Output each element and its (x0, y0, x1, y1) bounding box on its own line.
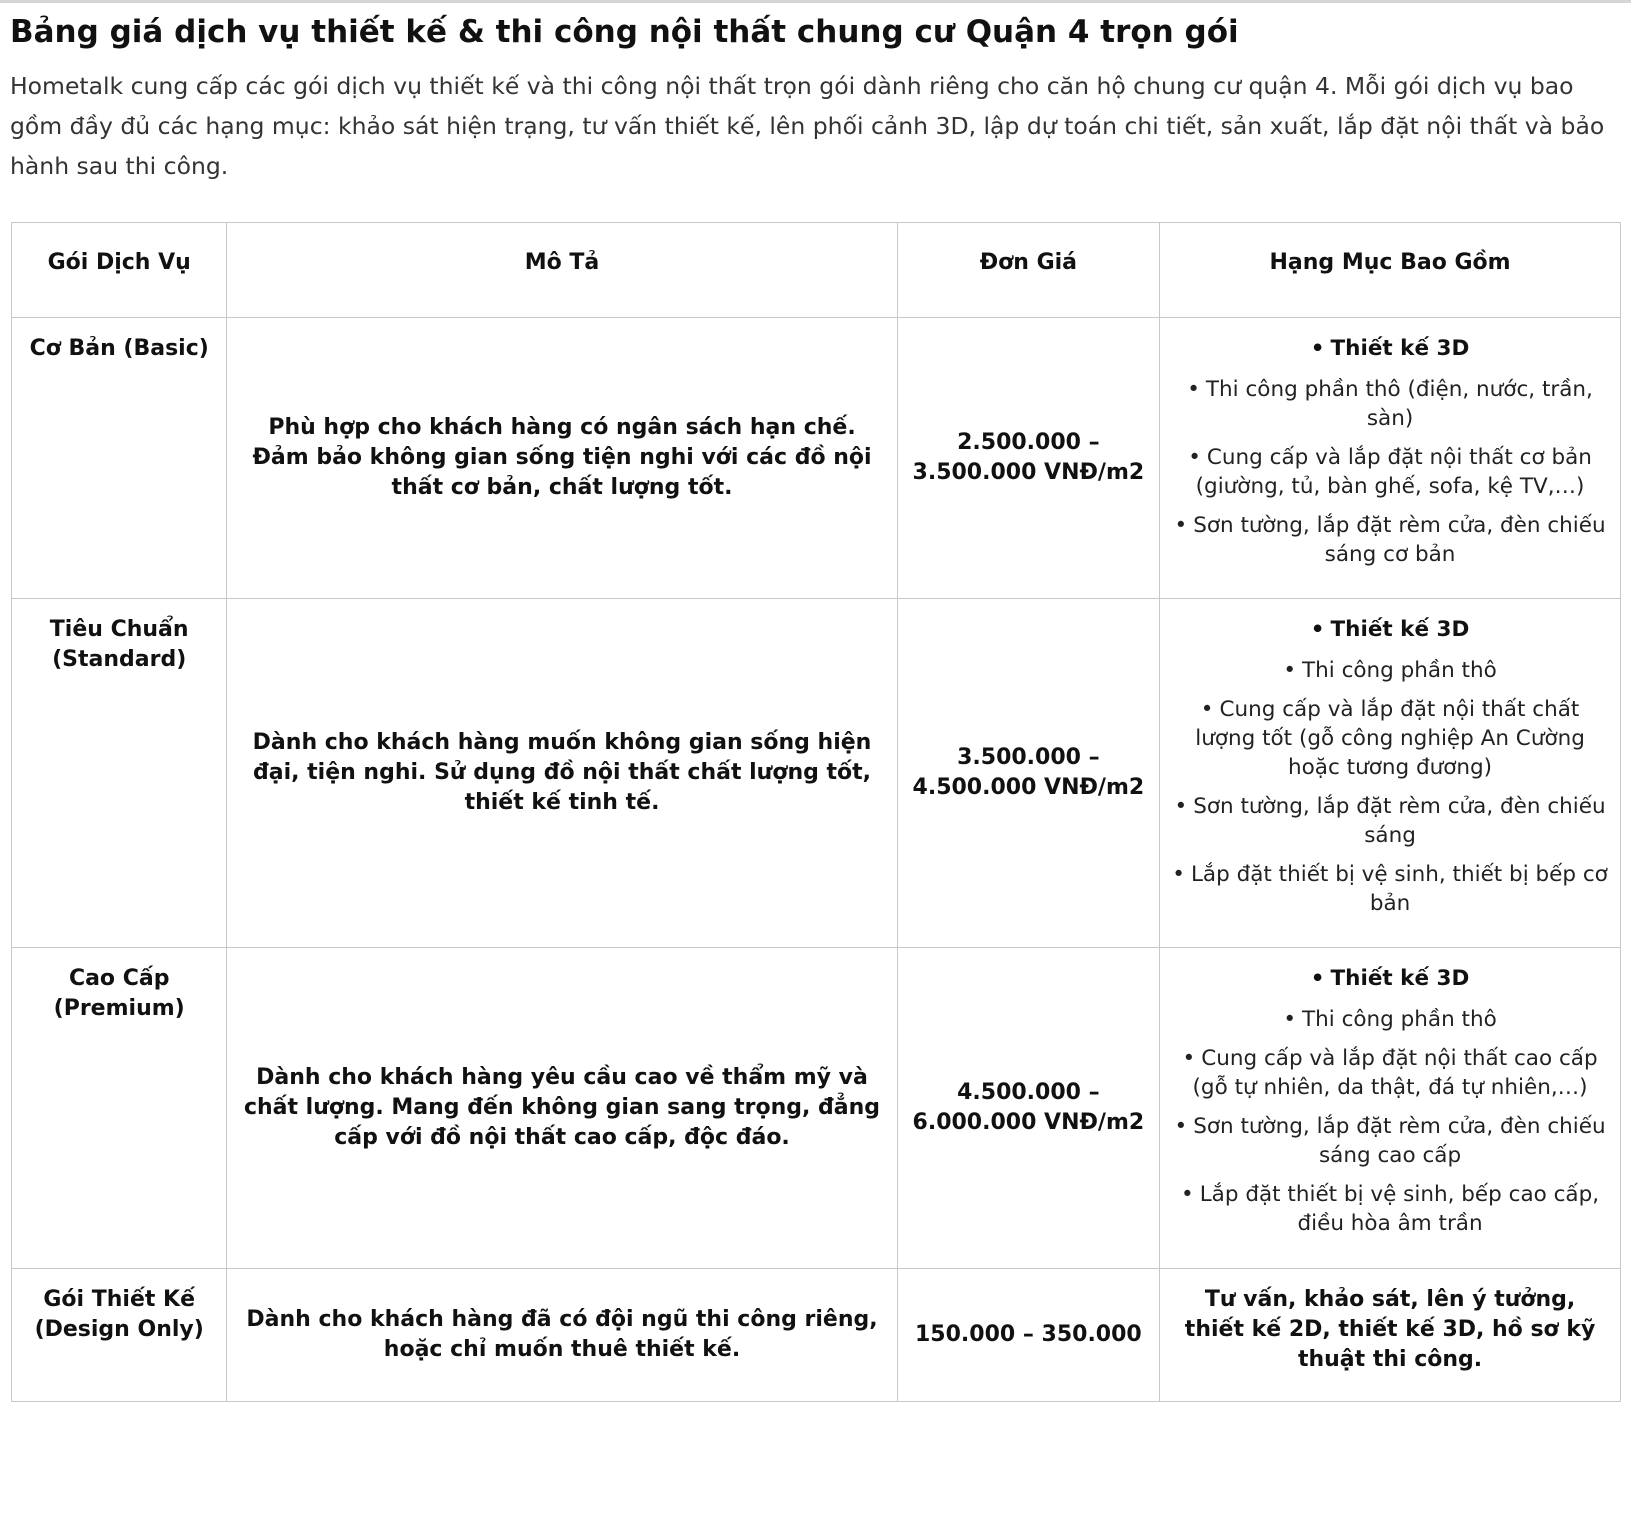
package-name: Gói Thiết Kế (43, 1287, 196, 1312)
list-item: • Cung cấp và lắp đặt nội thất cao cấp (gỗ tự nhiên, da thật, đá tự nhiên,…) (1182, 1046, 1598, 1100)
list-item: • Sơn tường, lắp đặt rèm cửa, đèn chiếu sáng (1174, 794, 1606, 848)
top-divider (0, 0, 1631, 3)
list-item: • Thi công phần thô (1283, 1007, 1497, 1032)
price-cell: 2.500.000 – 3.500.000 VNĐ/m2 (897, 318, 1159, 599)
list-item: • Cung cấp và lắp đặt nội thất chất lượng tốt (gỗ công nghiệp An Cường hoặc tương đương) (1195, 697, 1585, 780)
included-items-list (1172, 964, 1608, 1238)
header-package: Gói Dịch Vụ (12, 223, 227, 318)
list-item: • Thi công phần thô (1283, 658, 1497, 683)
header-price: Đơn Giá (897, 223, 1159, 318)
list-item: • Thiết kế 3D (1310, 336, 1470, 361)
list-item: • Thi công phần thô (điện, nước, trần, sàn) (1187, 377, 1593, 431)
package-name-cell (12, 1269, 227, 1402)
list-item: • Sơn tường, lắp đặt rèm cửa, đèn chiếu sáng cao cấp (1174, 1114, 1606, 1168)
package-name: Cơ Bản (Basic) (29, 336, 209, 361)
table-row (12, 948, 1621, 1269)
table-row (12, 1269, 1621, 1402)
description-cell: Phù hợp cho khách hàng có ngân sách hạn chế. Đảm bảo không gian sống tiện nghi với các đồ nội thất cơ bản, chất lượng tốt. (227, 318, 897, 599)
price-cell: 4.500.000 – 6.000.000 VNĐ/m2 (897, 948, 1159, 1269)
header-description: Mô Tả (227, 223, 897, 318)
included-items-cell (1160, 318, 1621, 599)
table-row (12, 599, 1621, 948)
list-item: • Sơn tường, lắp đặt rèm cửa, đèn chiếu sáng cơ bản (1174, 513, 1606, 567)
pricing-table (11, 222, 1621, 1402)
page-title: Bảng giá dịch vụ thiết kế & thi công nội thất chung cư Quận 4 trọn gói (10, 14, 1239, 50)
list-item: • Thiết kế 3D (1310, 617, 1470, 642)
description-cell: Dành cho khách hàng muốn không gian sống hiện đại, tiện nghi. Sử dụng đồ nội thất chất lượng tốt, thiết kế tinh tế. (227, 599, 897, 948)
package-name: Tiêu Chuẩn (49, 617, 189, 642)
included-items-cell (1160, 599, 1621, 948)
price-cell: 3.500.000 – 4.500.000 VNĐ/m2 (897, 599, 1159, 948)
table-header-row (12, 223, 1621, 318)
package-name-english: (Premium) (53, 996, 185, 1021)
description-cell: Dành cho khách hàng yêu cầu cao về thẩm mỹ và chất lượng. Mang đến không gian sang trọng, đẳng cấp với đồ nội thất cao cấp, độc đáo. (227, 948, 897, 1269)
list-item: • Cung cấp và lắp đặt nội thất cơ bản (giường, tủ, bàn ghế, sofa, kệ TV,…) (1188, 445, 1592, 499)
header-included-items: Hạng Mục Bao Gồm (1160, 223, 1621, 318)
list-item: • Lắp đặt thiết bị vệ sinh, bếp cao cấp, điều hòa âm trần (1181, 1182, 1600, 1236)
included-items-cell: Tư vấn, khảo sát, lên ý tưởng, thiết kế 2D, thiết kế 3D, hồ sơ kỹ thuật thi công. (1160, 1269, 1621, 1402)
package-name-english: (Standard) (52, 647, 187, 672)
table-row (12, 318, 1621, 599)
price-cell: 150.000 – 350.000 (897, 1269, 1159, 1402)
intro-paragraph: Hometalk cung cấp các gói dịch vụ thiết kế và thi công nội thất trọn gói dành riêng cho căn hộ chung cư quận 4. Mỗi gói dịch vụ bao gồm đầy đủ các hạng mục: khảo sát hiện trạng, tư vấn thiết kế, lên phối cảnh 3D, lập dự toán chi tiết, sản xuất, lắp đặt nội thất và bảo hành sau thi công. (10, 72, 1605, 180)
package-name-cell (12, 599, 227, 948)
package-name-cell (12, 318, 227, 599)
included-items-cell (1160, 948, 1621, 1269)
description-cell: Dành cho khách hàng đã có đội ngũ thi công riêng, hoặc chỉ muốn thuê thiết kế. (227, 1269, 897, 1402)
included-items-list (1172, 334, 1608, 569)
package-name-english: (Design Only) (34, 1317, 204, 1342)
list-item: • Thiết kế 3D (1310, 966, 1470, 991)
list-item: • Lắp đặt thiết bị vệ sinh, thiết bị bếp cơ bản (1172, 862, 1608, 916)
package-name-cell (12, 948, 227, 1269)
package-name: Cao Cấp (68, 966, 170, 991)
included-items-list (1172, 615, 1608, 918)
